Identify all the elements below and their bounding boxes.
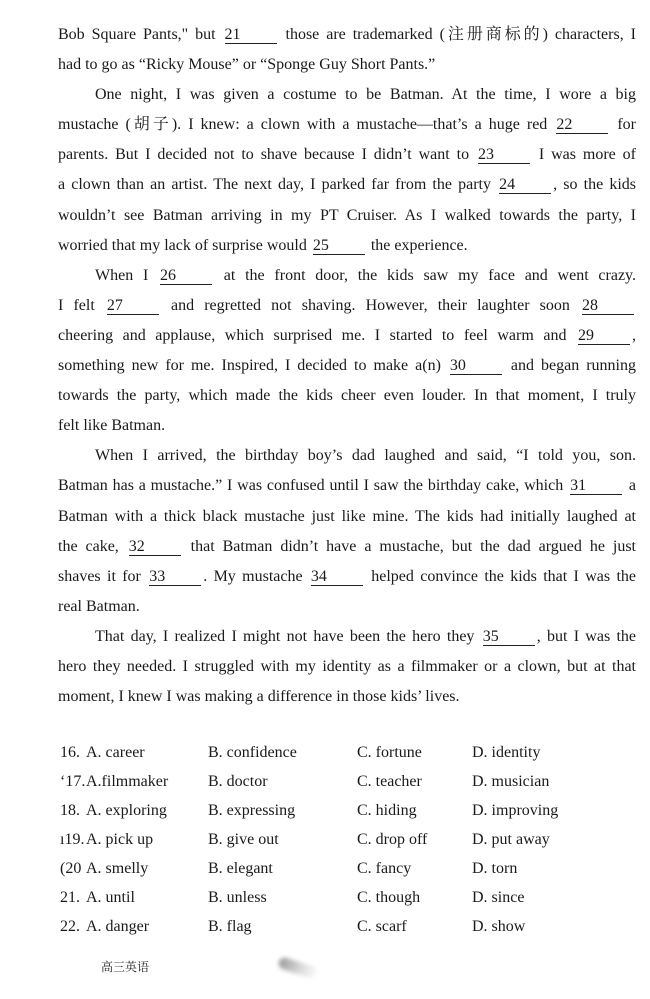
blank-number: 23	[478, 146, 530, 164]
passage-line	[58, 231, 636, 261]
question-options-row	[0, 740, 650, 769]
option-b: B. confidence	[208, 744, 297, 761]
option-d: D. since	[472, 889, 525, 906]
options-list	[0, 740, 650, 943]
passage-text: mustache (胡子). I knew: a clown with a mustache—that’s a huge red	[58, 116, 555, 134]
question-number: 18.	[60, 802, 80, 819]
option-d: D. musician	[472, 773, 550, 790]
passage-text: and began running	[503, 357, 637, 375]
option-a: A. pick up	[86, 831, 154, 848]
scan-smudge	[277, 956, 319, 980]
passage-line	[58, 20, 636, 50]
option-b: B. unless	[208, 889, 267, 906]
passage-text: helped convince the kids that I was the	[364, 567, 636, 585]
question-number: 22.	[60, 918, 80, 935]
blank-number: 27	[107, 297, 159, 315]
blank-number: 33	[149, 568, 201, 586]
option-c: C. hiding	[357, 802, 417, 819]
passage-text: and regretted not shaving. However, their laughter soon	[160, 296, 580, 314]
passage-line	[58, 441, 636, 471]
question-number: (20	[60, 860, 82, 877]
blank-number: 32	[129, 538, 181, 556]
passage-line	[58, 50, 636, 80]
option-c: C. fancy	[357, 860, 412, 877]
blank-number: 34	[311, 568, 363, 586]
passage-line	[58, 321, 636, 351]
passage-text: the cake,	[58, 537, 127, 555]
passage-line	[58, 201, 636, 231]
passage-line	[58, 622, 636, 652]
passage-line	[58, 562, 636, 592]
passage-text: I felt	[58, 296, 105, 314]
question-options-row	[0, 769, 650, 798]
passage-text: cheering and applause, which surprised me. I started to feel warm and	[58, 326, 576, 344]
passage-line	[58, 652, 636, 682]
passage-text: felt like Batman.	[58, 417, 166, 435]
passage-text: One night, I was given a costume to be Batman. At the time, I wore a big	[95, 86, 636, 104]
passage-line	[58, 411, 636, 441]
option-d: D. show	[472, 918, 526, 935]
blank-number: 35	[483, 628, 535, 646]
question-number: 21.	[60, 889, 80, 906]
option-b: B. give out	[208, 831, 279, 848]
passage-text: those are trademarked (注册商标的) characters, I	[278, 26, 636, 43]
passage-text: that Batman didn’t have a mustache, but the dad argued he just	[182, 537, 636, 555]
passage-text: the experience.	[366, 236, 468, 254]
passage-text: I was more of	[531, 146, 637, 164]
blank-number: 29	[578, 327, 630, 345]
blank-number: 21	[225, 26, 277, 44]
option-a: A. danger	[86, 918, 150, 935]
option-b: B. elegant	[208, 860, 273, 877]
question-options-row	[0, 798, 650, 827]
passage-text: real Batman.	[58, 597, 140, 615]
option-a: A. smelly	[86, 860, 149, 877]
passage-line	[58, 170, 636, 200]
passage-text: hero they needed. I struggled with my identity as a filmmaker or a clown, but at that	[58, 657, 636, 675]
question-options-row	[0, 885, 650, 914]
passage-text: worried that my lack of surprise would	[58, 236, 311, 254]
passage-text: towards the party, which made the kids cheer even louder. In that moment, I truly	[58, 387, 636, 405]
passage-text: a clown than an artist. The next day, I parked far from the party	[58, 176, 498, 194]
option-c: C. fortune	[357, 744, 422, 761]
passage-text: something new for me. Inspired, I decided to make a(n)	[58, 357, 448, 375]
question-number: 16.	[60, 744, 80, 761]
option-d: D. torn	[472, 860, 518, 877]
passage-text: wouldn’t see Batman arriving in my PT Cruiser. As I walked towards the party, I	[58, 206, 636, 224]
option-a: A.filmmaker	[86, 773, 169, 790]
option-c: C. drop off	[357, 831, 428, 848]
passage-text: That day, I realized I might not have been the hero they	[95, 627, 481, 645]
passage-text: a	[624, 477, 636, 495]
question-number: ʻ17.	[60, 773, 86, 790]
blank-number: 30	[450, 357, 502, 375]
blank-number: 31	[570, 477, 622, 495]
passage-text: ,	[632, 326, 636, 344]
passage-text: for	[610, 116, 637, 134]
passage-text: at the front door, the kids saw my face and went crazy.	[214, 266, 636, 284]
passage-text: , so the kids	[553, 176, 636, 194]
passage-line	[58, 682, 636, 712]
option-d: D. identity	[472, 744, 541, 761]
passage-line	[58, 261, 636, 291]
passage-text: moment, I knew I was making a difference in those kids’ lives.	[58, 688, 460, 706]
passage-text: shaves it for	[58, 567, 148, 585]
passage-text: had to go as “Ricky Mouse” or “Sponge Guy Short Pants.”	[58, 56, 436, 74]
question-options-row	[0, 856, 650, 885]
option-b: B. expressing	[208, 802, 296, 819]
passage-line	[58, 502, 636, 532]
passage-line	[58, 351, 636, 381]
passage-line	[58, 140, 636, 170]
passage-line	[58, 532, 636, 562]
blank-number: 24	[499, 176, 551, 194]
option-c: C. teacher	[357, 773, 422, 790]
option-b: B. doctor	[208, 773, 268, 790]
option-a: A. until	[86, 889, 135, 906]
option-d: D. improving	[472, 802, 559, 819]
passage-line	[58, 291, 636, 321]
option-a: A. exploring	[86, 802, 167, 819]
option-c: C. scarf	[357, 918, 407, 935]
blank-number: 22	[556, 116, 608, 134]
option-d: D. put away	[472, 831, 550, 848]
passage-line	[58, 471, 636, 501]
blank-number: 25	[313, 237, 365, 255]
passage-text: Batman with a thick black mustache just like mine. The kids had initially laughed at	[58, 507, 636, 525]
blank-number: 28	[582, 297, 634, 315]
question-options-row	[0, 827, 650, 856]
passage-text: , but I was the	[536, 627, 637, 645]
passage-line	[58, 110, 636, 140]
passage-text: When I arrived, the birthday boy’s dad laughed and said, “I told you, son.	[95, 447, 636, 465]
passage-text: When I	[95, 266, 159, 284]
question-number: ı19.	[60, 831, 85, 848]
passage-line	[58, 381, 636, 411]
option-a: A. career	[86, 744, 145, 761]
option-b: B. flag	[208, 918, 252, 935]
passage-text: Batman has a mustache.” I was confused until I saw the birthday cake, which	[58, 477, 569, 495]
passage-line	[58, 592, 636, 622]
question-options-row	[0, 914, 650, 943]
passage	[58, 20, 636, 712]
passage-text: parents. But I decided not to shave because I didn’t want to	[58, 146, 476, 164]
passage-text: Bob Square Pants," but	[58, 26, 223, 43]
blank-number: 26	[160, 267, 212, 285]
passage-text: . My mustache	[203, 567, 309, 585]
footer-subject: 高三英语	[101, 960, 150, 974]
option-c: C. though	[357, 889, 421, 906]
passage-line	[58, 80, 636, 110]
